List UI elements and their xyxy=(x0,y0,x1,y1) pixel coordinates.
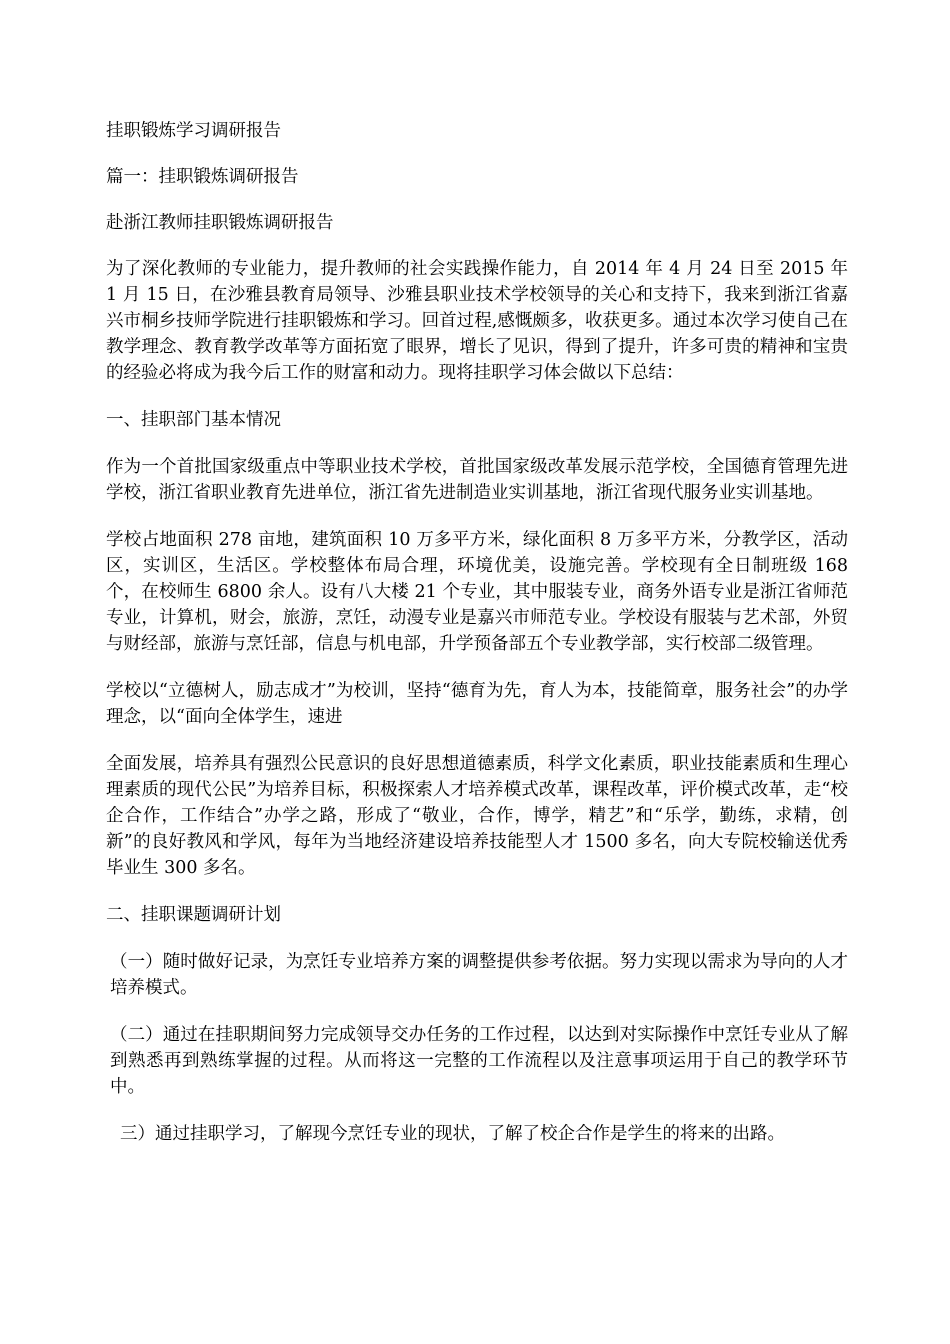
section-1-heading: 一、挂职部门基本情况 xyxy=(106,410,281,430)
section-1-paragraph-3: 学校以“立德树人，励志成才”为校训，坚持“德育为先，育人为本，技能简章，服务社会”的办学理念，以“面向全体学生，速进 xyxy=(106,681,848,727)
document-page xyxy=(106,118,848,1168)
section-1-paragraph-4: 全面发展，培养具有强烈公民意识的良好思想道德素质，科学文化素质，职业技能素质和生理心理素质的现代公民”为培养目标，积极探索人才培养模式改革，课程改革，评价模式改革，走“校企合作，工作结合”办学之路，形成了“敬业，合作，博学，精艺”和“乐学，勤练，求精，创新”的良好教风和学风，每年为当地经济建设培养技能型人才 1500 多名，向大专院校输送优秀毕业生 300 多名。 xyxy=(106,754,848,878)
intro-paragraph: 为了深化教师的专业能力，提升教师的社会实践操作能力，自 2014 年 4 月 24 日至 2015 年 1 月 15 日，在沙雅县教育局领导、沙雅县职业技术学校领导的关心和支持下，我来到浙江省嘉兴市桐乡技师学院进行挂职锻炼和学习。回首过程,感慨颇多，收获更多。通过本次学习使自己在教学理念、教育教学改革等方面拓宽了眼界，增长了见识，得到了提升，许多可贵的精神和宝贵的经验必将成为我今后工作的财富和动力。现将挂职学习体会做以下总结： xyxy=(106,259,848,383)
section-2-item-2: （二）通过在挂职期间努力完成领导交办任务的工作过程，以达到对实际操作中烹饪专业从了解到熟悉再到熟练掌握的过程。从而将这一完整的工作流程以及注意事项运用于自己的教学环节中。 xyxy=(110,1025,848,1097)
section-1-paragraph-1: 作为一个首批国家级重点中等职业技术学校，首批国家级改革发展示范学校，全国德育管理先进学校，浙江省职业教育先进单位，浙江省先进制造业实训基地，浙江省现代服务业实训基地。 xyxy=(106,457,848,503)
section-2-heading: 二、挂职课题调研计划 xyxy=(106,905,281,925)
document-title: 挂职锻炼学习调研报告 xyxy=(106,121,281,141)
section-2-item-3: 三）通过挂职学习，了解现今烹饪专业的现状，了解了校企合作是学生的将来的出路。 xyxy=(120,1124,785,1144)
section-2-item-1: （一）随时做好记录，为烹饪专业培养方案的调整提供参考依据。努力实现以需求为导向的人才培养模式。 xyxy=(110,952,848,998)
report-subtitle: 赴浙江教师挂职锻炼调研报告 xyxy=(106,213,334,233)
section-1-paragraph-2: 学校占地面积 278 亩地，建筑面积 10 万多平方米，绿化面积 8 万多平方米，分教学区，活动区，实训区，生活区。学校整体布局合理，环境优美，设施完善。学校现有全日制班级 168 个，在校师生 6800 余人。设有八大楼 21 个专业，其中服装专业，商务外语专业是浙江省师范专业，计算机，财会，旅游，烹饪，动漫专业是嘉兴市师范专业。学校设有服装与艺术部，外贸与财经部，旅游与烹饪部，信息与机电部，升学预备部五个专业教学部，实行校部二级管理。 xyxy=(106,530,848,654)
chapter-heading: 篇一：挂职锻炼调研报告 xyxy=(106,167,299,187)
